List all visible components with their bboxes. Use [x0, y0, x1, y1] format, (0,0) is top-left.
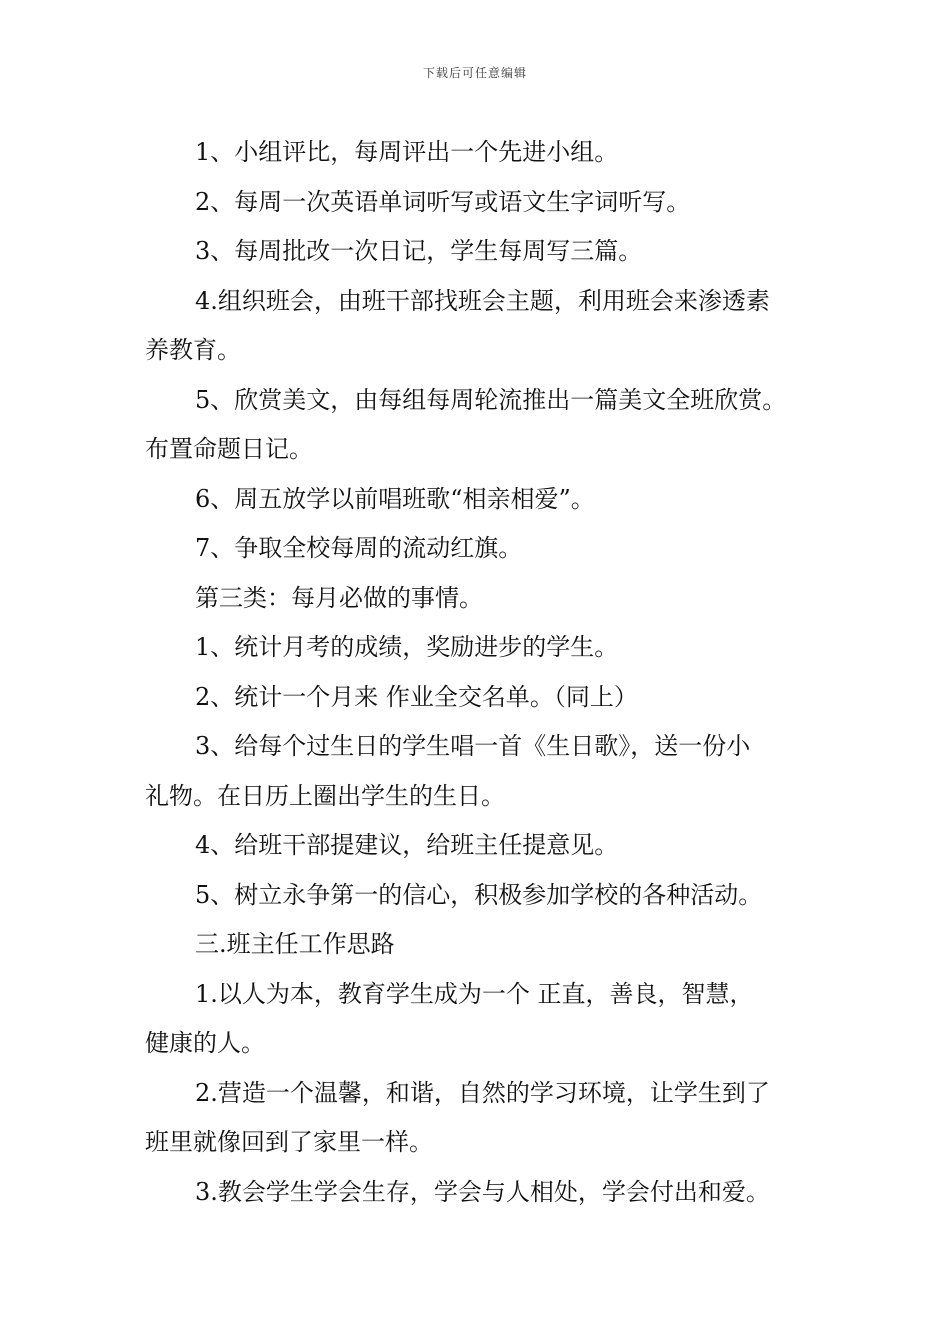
- paragraph-line: 4.组织班会，由班干部找班会主题，利用班会来渗透素: [195, 286, 770, 315]
- paragraph-line: 第三类：每月必做的事情。: [195, 583, 483, 612]
- paragraph-line: 三.班主任工作思路: [195, 930, 395, 958]
- paragraph-line: 3、每周批改一次日记，学生每周写三篇。: [195, 237, 643, 265]
- paragraph-continuation: 礼物。在日历上圈出学生的生日。: [145, 781, 505, 810]
- paragraph-9: [145, 623, 835, 673]
- paragraph-continuation: 布置命题日记。: [145, 435, 313, 463]
- paragraph-continuation: 班里就像回到了家里一样。: [145, 1128, 433, 1156]
- paragraph-line: 3.教会学生学会生存，学会与人相处，学会付出和爱。: [195, 1177, 770, 1206]
- paragraph-continuation: 养教育。: [145, 336, 241, 364]
- paragraph-continuation: 健康的人。: [145, 1029, 265, 1057]
- paragraph-3: [145, 227, 835, 277]
- paragraph-16: [145, 1069, 835, 1168]
- paragraph-line: 6、周五放学以前唱班歌“相亲相爱”。: [195, 484, 595, 513]
- paragraph-line: 2、统计一个月来 作业全交名单。（同上）: [195, 682, 638, 711]
- paragraph-4: [145, 277, 835, 376]
- paragraph-line: 1.以人为本，教育学生成为一个 正直，善良，智慧，: [195, 979, 754, 1008]
- paragraph-1: [145, 128, 835, 178]
- section-heading-third-category: [145, 574, 835, 624]
- paragraph-11: [145, 722, 835, 821]
- paragraph-17: [145, 1168, 835, 1218]
- paragraph-5: [145, 376, 835, 475]
- paragraph-15: [145, 970, 835, 1069]
- paragraph-12: [145, 821, 835, 871]
- page-header: 下载后可任意编辑: [422, 66, 527, 80]
- paragraph-line: 5、欣赏美文，由每组每周轮流推出一篇美文全班欣赏。: [195, 385, 787, 414]
- paragraph-7: [145, 524, 835, 574]
- section-heading-work-ideas: [145, 920, 835, 970]
- paragraph-6: [145, 475, 835, 525]
- paragraph-line: 2.营造一个温馨，和谐，自然的学习环境，让学生到了: [195, 1078, 770, 1107]
- paragraph-line: 1、统计月考的成绩，奖励进步的学生。: [195, 633, 619, 661]
- paragraph-line: 5、树立永争第一的信心，积极参加学校的各种活动。: [195, 880, 763, 909]
- paragraph-10: [145, 673, 835, 723]
- paragraph-line: 4、给班干部提建议，给班主任提意见。: [195, 831, 619, 859]
- document-body: [145, 128, 835, 1217]
- paragraph-line: 1、小组评比，每周评出一个先进小组。: [195, 138, 619, 166]
- paragraph-line: 7、争取全校每周的流动红旗。: [195, 534, 523, 562]
- paragraph-13: [145, 871, 835, 921]
- paragraph-line: 3、给每个过生日的学生唱一首《生日歌》，送一份小: [195, 732, 751, 760]
- paragraph-line: 2、每周一次英语单词听写或语文生字词听写。: [195, 187, 691, 216]
- paragraph-2: [145, 178, 835, 228]
